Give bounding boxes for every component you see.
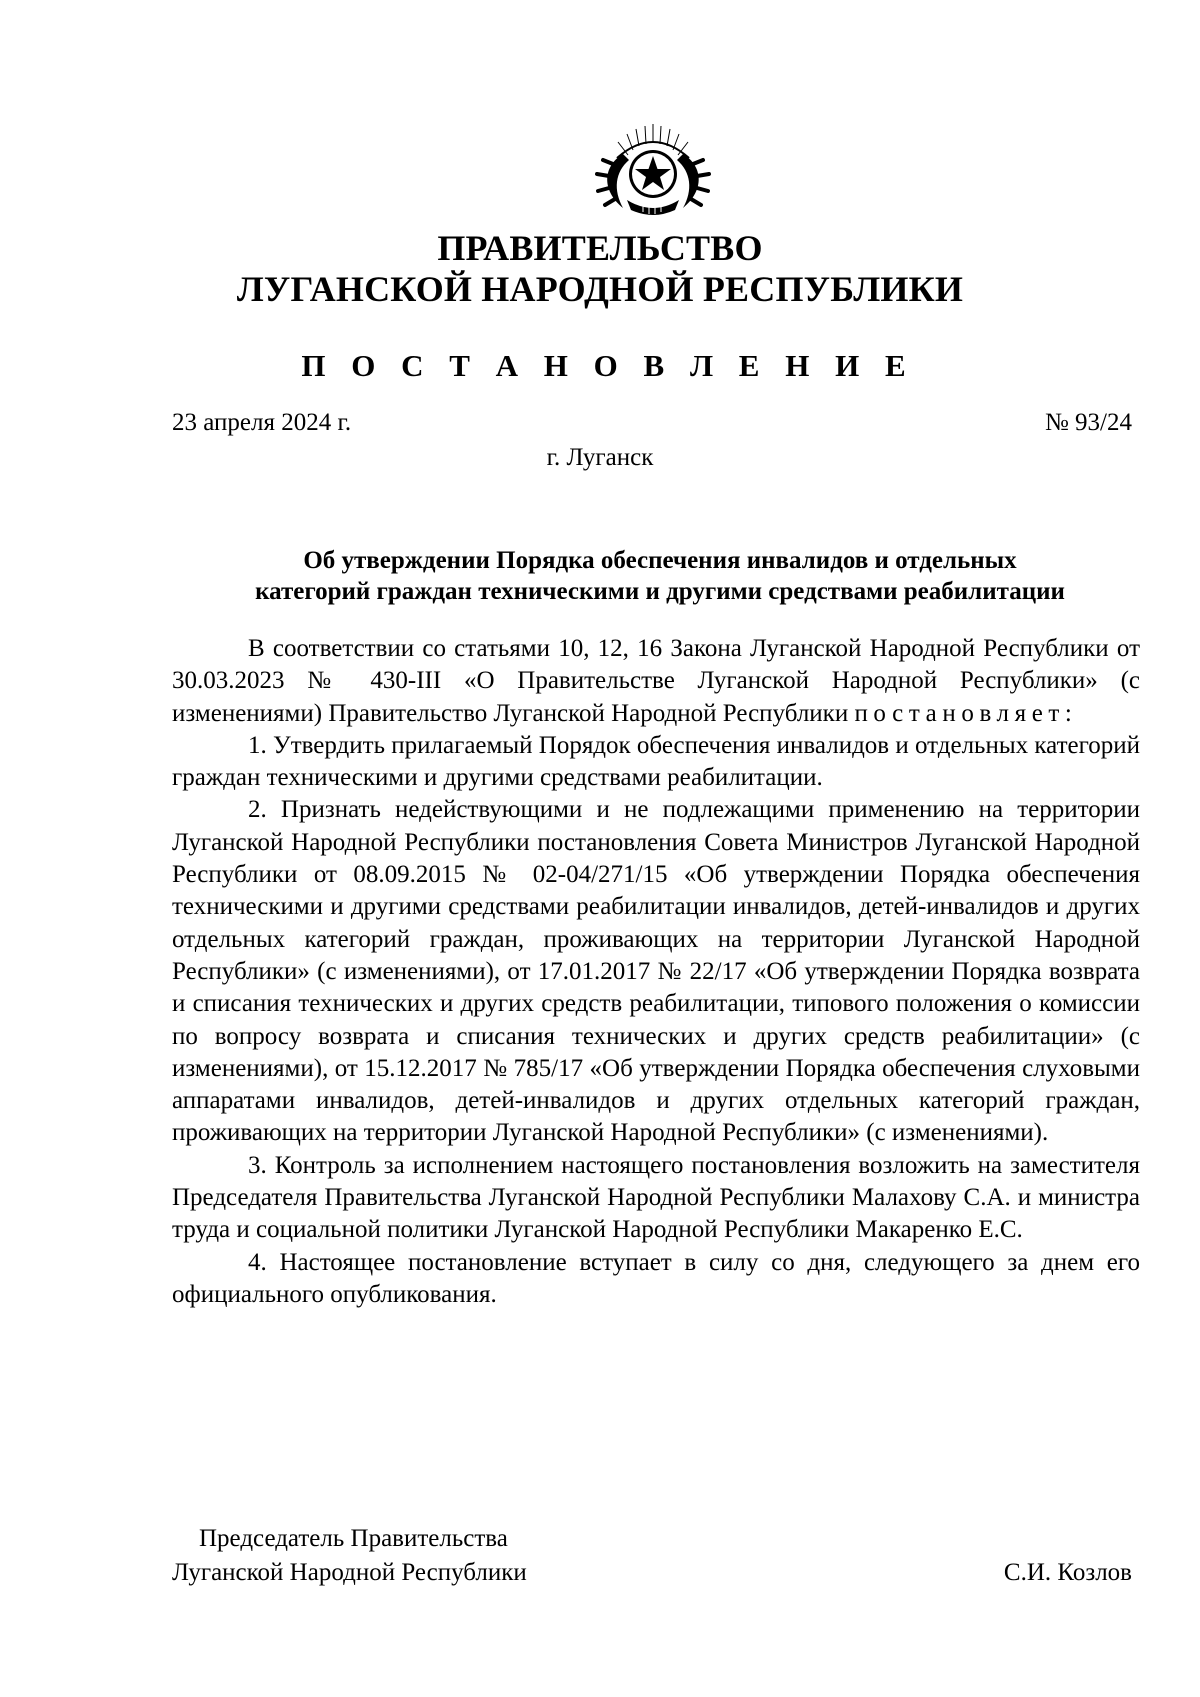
- signatory-position: [172, 1522, 527, 1590]
- clause-3: 3. Контроль за исполнением настоящего постановления возложить на заместителя Председателя Правительства Луганской Народной Республики Малахову С.А. и министра труда и социальной политики Луганской Народной Республики Макаренко Е.С.: [172, 1151, 1140, 1244]
- document-city: г. Луганск: [546, 444, 654, 471]
- signatory-position-line2: Луганской Народной Республики: [172, 1559, 527, 1586]
- subject-line2: категорий граждан техническими и другими средствами реабилитации: [255, 578, 1065, 605]
- government-title-line2: ЛУГАНСКОЙ НАРОДНОЙ РЕСПУБЛИКИ: [236, 269, 964, 309]
- preamble-paragraph: [172, 633, 1140, 730]
- signatory-name: С.И. Козлов: [1003, 1559, 1132, 1586]
- clause-1: 1. Утвердить прилагаемый Порядок обеспечения инвалидов и отдельных категорий граждан техническими и другими средствами реабилитации.: [172, 731, 1140, 792]
- government-title-line1: ПРАВИТЕЛЬСТВО: [437, 228, 763, 268]
- document-number: № 93/24: [1044, 409, 1132, 436]
- lpr-coat-of-arms-icon: [593, 120, 713, 218]
- preamble-text: В соответствии со статьями 10, 12, 16 Закона Луганской Народной Республики от 30.03.2023 № 430-III «О Правительстве Луганской Народной Республики» (с изменениями) Правительство Луганской Народной Республики: [172, 635, 1140, 727]
- document-type-heading: П О С Т А Н О В Л Е Н И Е: [301, 348, 915, 383]
- clause-4: 4. Настоящее постановление вступает в силу со дня, следующего за днем его официального опубликования.: [172, 1248, 1140, 1308]
- document-subject: [160, 545, 1160, 607]
- document-date: 23 апреля 2024 г.: [172, 409, 352, 436]
- clause-2: 2. Признать недействующими и не подлежащими применению на территории Луганской Народной Республики постановления Совета Министров Луганской Народной Республики от 08.09.2015 № 02-04/271/15 «Об утверждении Порядка обеспечения техническими и другими средствами реабилитации инвалидов, детей-инвалидов и других отдельных категорий граждан, проживающих на территории Луганской Народной Республики» (с изменениями), от 17.01.2017 № 22/17 «Об утверждении Порядка возврата и списания технических и других средств реабилитации, типового положения о комиссии по вопросу возврата и списания технических и других средств реабилитации» (с изменениями), от 15.12.2017 № 785/17 «Об утверждении Порядка обеспечения слуховыми аппаратами инвалидов, детей-инвалидов и других отдельных категорий граждан, проживающих на территории Луганской Народной Республики» (с изменениями).: [172, 796, 1140, 1147]
- subject-line1: Об утверждении Порядка обеспечения инвалидов и отдельных: [303, 547, 1017, 574]
- signatory-position-line1: Председатель Правительства: [199, 1525, 508, 1552]
- document-body: [172, 633, 1140, 1311]
- decides-word: постановляет:: [854, 699, 1078, 727]
